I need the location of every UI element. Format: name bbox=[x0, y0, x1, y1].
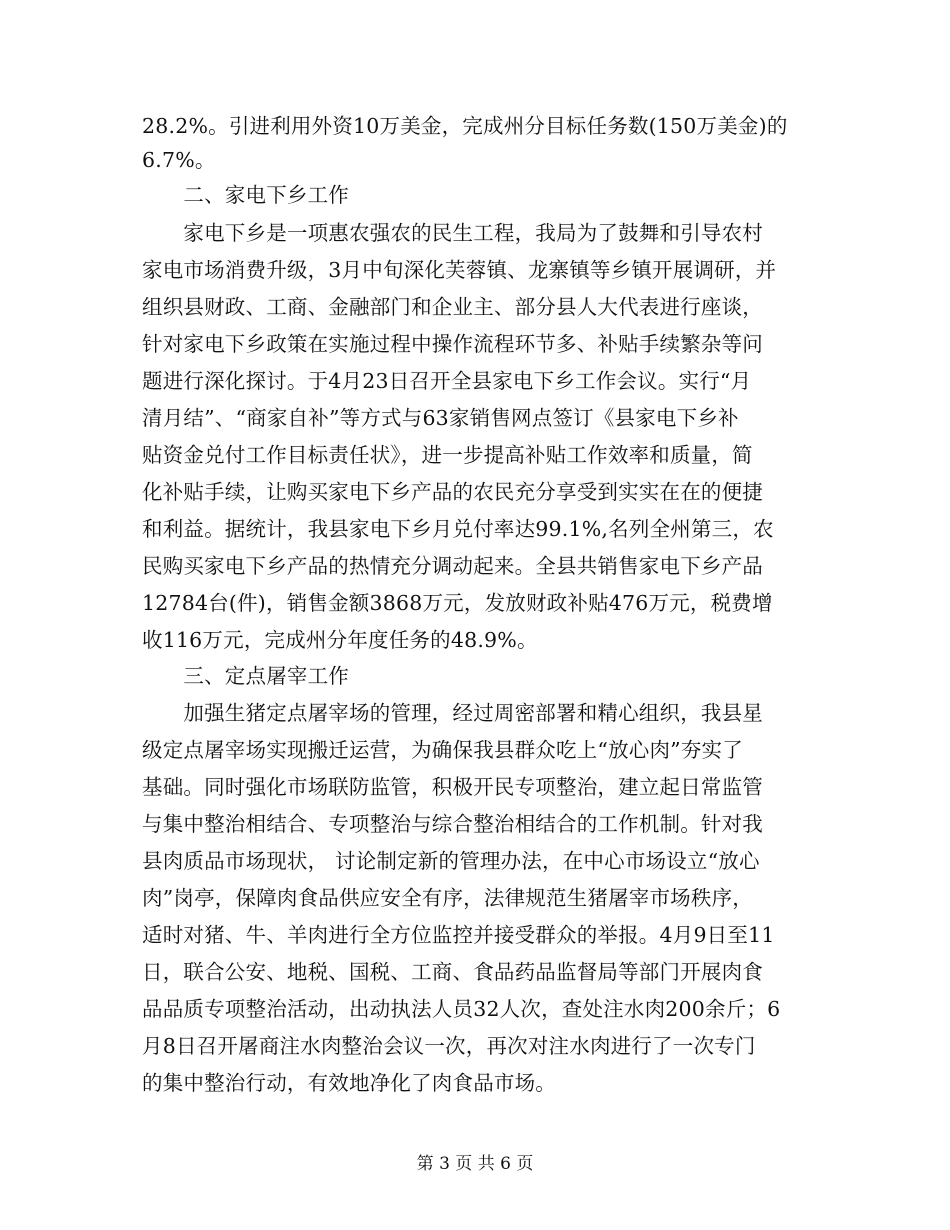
body-text-line: 月8日召开屠商注水肉整治会议一次，再次对注水肉进行了一次专门 bbox=[142, 1034, 756, 1058]
body-text-line: 组织县财政、工商、金融部门和企业主、部分县人大代表进行座谈， bbox=[142, 295, 763, 319]
body-text-line: 针对家电下乡政策在实施过程中操作流程环节多、补贴手续繁杂等问 bbox=[142, 332, 763, 356]
body-text-line: 县肉质品市场现状， 讨论制定新的管理办法，在中心市场设立“放心 bbox=[142, 849, 760, 873]
body-text-line: 适时对猪、牛、羊肉进行全方位监控并接受群众的举报。4月9日至11 bbox=[142, 923, 775, 947]
body-text-line: 12784台(件)，销售金额3868万元，发放财政补贴476万元，税费增 bbox=[142, 591, 773, 615]
body-text-line: 加强生猪定点屠宰场的管理，经过周密部署和精心组织，我县星 bbox=[142, 701, 763, 725]
body-text-line: 肉”岗亭，保障肉食品供应安全有序，法律规范生猪屠宰市场秩序， bbox=[142, 886, 753, 910]
body-text-line: 的集中整治行动，有效地净化了肉食品市场。 bbox=[142, 1071, 556, 1095]
body-text-line: 清月结”、“商家自补”等方式与63家销售网点签订《县家电下乡补 bbox=[142, 406, 739, 430]
section-heading: 三、定点屠宰工作 bbox=[142, 664, 349, 688]
body-text-line: 与集中整治相结合、专项整治与综合整治相结合的工作机制。针对我 bbox=[142, 812, 763, 836]
body-text-line: 6.7%。 bbox=[142, 148, 216, 172]
page-number-footer: 第 3 页 共 6 页 bbox=[416, 1154, 534, 1174]
body-text-line: 家电市场消费升级，3月中旬深化芙蓉镇、龙寨镇等乡镇开展调研，并 bbox=[142, 258, 777, 282]
body-text-line: 贴资金兑付工作目标责任状》，进一步提高补贴工作效率和质量，简 bbox=[142, 443, 753, 467]
body-text-line: 和利益。据统计，我县家电下乡月兑付率达99.1%,名列全州第三，农 bbox=[142, 517, 774, 541]
body-text-line: 收116万元，完成州分年度任务的48.9%。 bbox=[142, 628, 538, 652]
section-heading: 二、家电下乡工作 bbox=[142, 183, 349, 207]
body-text-line: 家电下乡是一项惠农强农的民生工程，我局为了鼓舞和引导农村 bbox=[142, 221, 763, 245]
body-text-line: 基础。同时强化市场联防监管，积极开民专项整治，建立起日常监管 bbox=[142, 775, 763, 799]
body-text-line: 28.2%。引进利用外资10万美金，完成州分目标任务数(150万美金)的 bbox=[142, 114, 788, 138]
body-text-line: 日，联合公安、地税、国税、工商、食品药品监督局等部门开展肉食 bbox=[142, 960, 763, 984]
body-text-line: 品品质专项整治活动，出动执法人员32人次，查处注水肉200余斤；6 bbox=[142, 997, 781, 1021]
body-text-line: 化补贴手续，让购买家电下乡产品的农民充分享受到实实在在的便捷 bbox=[142, 480, 763, 504]
body-text-line: 题进行深化探讨。于4月23日召开全县家电下乡工作会议。实行“月 bbox=[142, 369, 752, 393]
body-text-line: 级定点屠宰场实现搬迁运营，为确保我县群众吃上“放心肉”夯实了 bbox=[142, 738, 743, 762]
body-text-line: 民购买家电下乡产品的热情充分调动起来。全县共销售家电下乡产品 bbox=[142, 554, 763, 578]
